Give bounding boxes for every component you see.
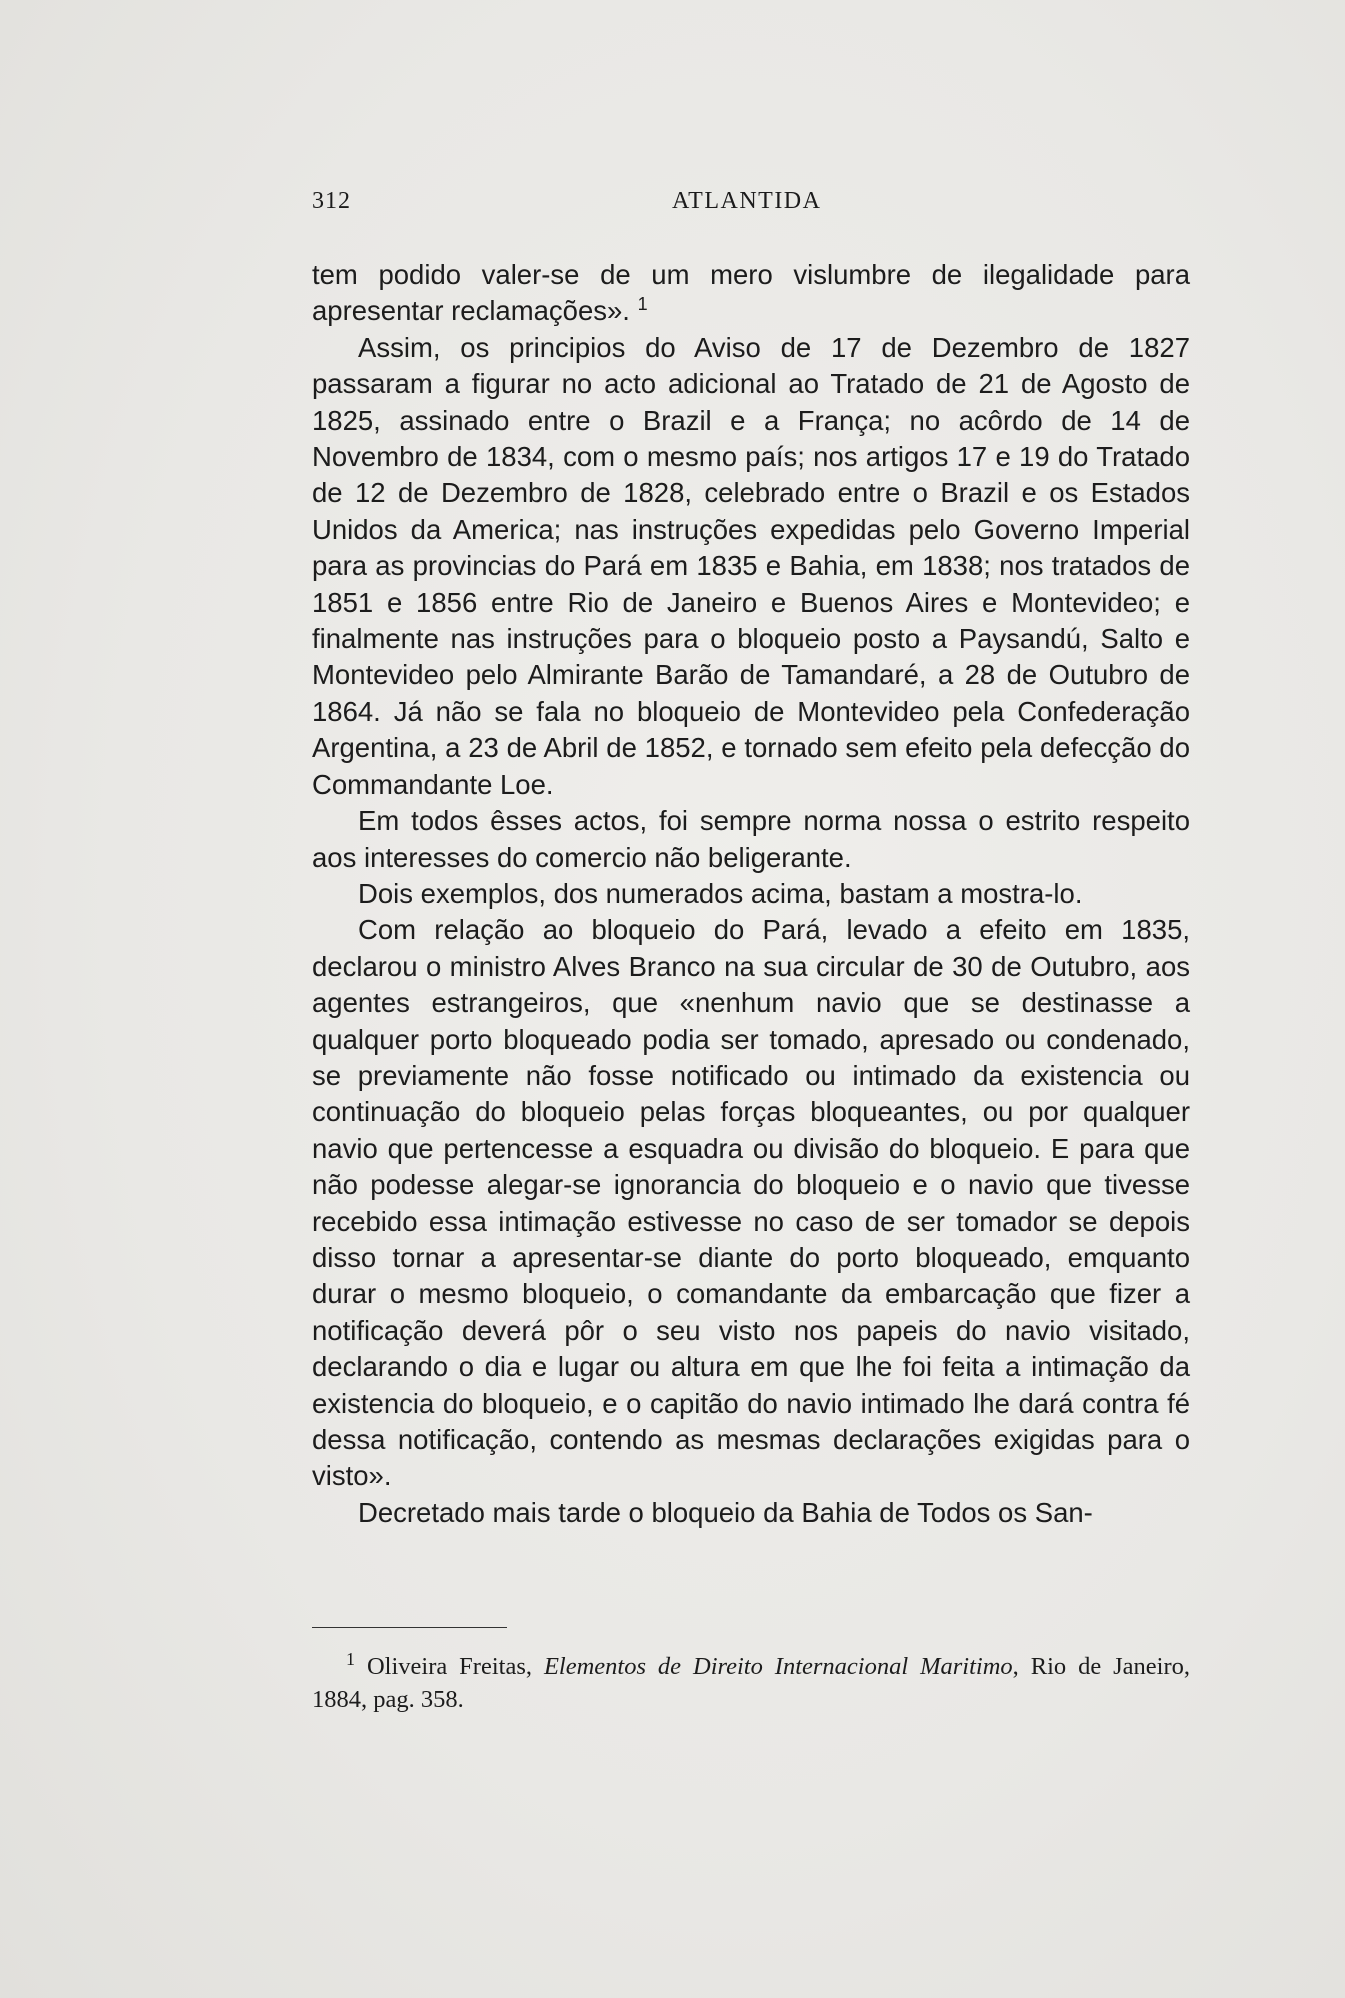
paragraph-text: tem podido valer-se de um mero vislumbre de ilegalidade para apresentar reclamações». <box>312 259 1190 327</box>
paragraph-continued <box>312 257 1190 330</box>
footnote <box>312 1650 1190 1716</box>
paragraph: Com relação ao bloqueio do Pará, levado a efeito em 1835, declarou o ministro Alves Branco na sua circular de 30 de Outubro, aos agentes estrangeiros, que «nenhum navio que se destinasse a qualquer porto bloqueado podia ser tomado, apresado ou condenado, se previamente não fosse notificado ou intimado da existencia ou continuação do bloqueio pelas forças bloqueantes, ou por qualquer navio que pertencesse a esquadra ou divisão do bloqueio. E para que não podesse alegar-se ignorancia do bloqueio e o navio que tivesse recebido essa intimação estivesse no caso de ser tomador se depois disso tornar a apresentar-se diante do porto bloqueado, emquanto durar o mesmo bloqueio, o comandante da embarcação que fizer a notificação deverá pôr o seu visto nos papeis do navio visitado, declarando o dia e lugar ou altura em que lhe foi feita a intimação da existencia do bloqueio, e o capitão do navio intimado lhe dará contra fé dessa notificação, contendo as mesmas declarações exigidas para o visto». <box>312 914 1190 1492</box>
page-header <box>312 188 1212 228</box>
footnote-reference: 1 <box>637 294 648 315</box>
page-number: 312 <box>312 188 351 214</box>
main-text <box>312 257 1190 1531</box>
footnote-book-title: Elementos de Direito Internacional Maritimo <box>543 1653 1013 1680</box>
paragraph: Assim, os principios do Aviso de 17 de Dezembro de 1827 passaram a figurar no acto adicional ao Tratado de 21 de Agosto de 1825, assinado entre o Brazil e a França; no acôrdo de 14 de Novembro de 1834, com o mesmo país; nos artigos 17 e 19 do Tratado de 12 de Dezembro de 1828, celebrado entre o Brazil e os Estados Unidos da America; nas instruções expedidas pelo Governo Imperial para as provincias do Pará em 1835 e Bahia, em 1838; nos tratados de 1851 e 1856 entre Rio de Janeiro e Buenos Aires e Montevideo; e finalmente nas instruções para o bloqueio posto a Paysandú, Salto e Montevideo pelo Almirante Barão de Tamandaré, a 28 de Outubro de 1864. Já não se fala no bloqueio de Montevideo pela Confederação Argentina, a 23 de Abril de 1852, e tornado sem efeito pela defecção do Commandante Loe. <box>312 331 1190 800</box>
footnote-citation: , Rio de Janeiro, 1884, pag. 358. <box>312 1653 1191 1713</box>
footnote-divider <box>312 1627 507 1628</box>
paragraph: Dois exemplos, dos numerados acima, bastam a mostra-lo. <box>358 877 1083 909</box>
footnote-mark: 1 <box>346 1648 355 1669</box>
paragraph: Decretado mais tarde o bloqueio da Bahia de Todos os San- <box>358 1496 1093 1528</box>
running-title: ATLANTIDA <box>672 188 822 214</box>
footnote-author: Oliveira Freitas, <box>366 1653 532 1680</box>
paragraph: Em todos êsses actos, foi sempre norma nossa o estrito respeito aos interesses do comercio não beligerante. <box>312 805 1190 873</box>
